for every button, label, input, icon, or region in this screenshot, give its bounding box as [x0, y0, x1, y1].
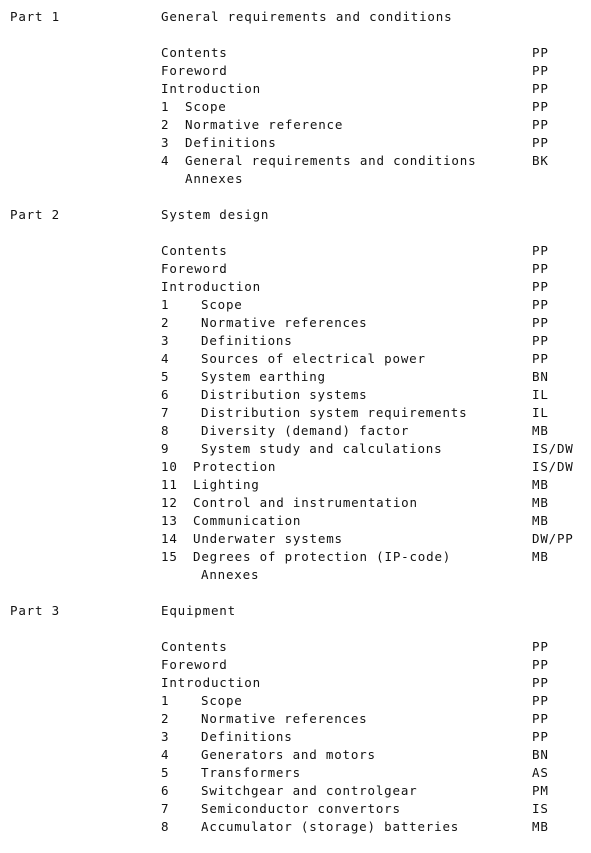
entry-title: Definitions	[201, 333, 293, 348]
entry-number: 12	[161, 495, 178, 510]
entry-title: Annexes	[201, 567, 260, 582]
entry-number: 14	[161, 531, 178, 546]
entry-code: PP	[532, 693, 549, 708]
entry-number: 4	[161, 153, 170, 168]
entry-code: MB	[532, 819, 549, 834]
part-title: System design	[161, 207, 270, 222]
entry-code: PP	[532, 117, 549, 132]
entry-number: 2	[161, 315, 170, 330]
entry-code: PP	[532, 99, 549, 114]
part-label: Part 2	[10, 207, 60, 222]
entry-title: Distribution systems	[201, 387, 368, 402]
entry-title: Normative references	[201, 315, 368, 330]
entry-code: PP	[532, 261, 549, 276]
entry-code: IL	[532, 387, 549, 402]
entry-code: PM	[532, 783, 549, 798]
part-title: Equipment	[161, 603, 236, 618]
entry-number: 13	[161, 513, 178, 528]
entry-title: Generators and motors	[201, 747, 376, 762]
entry-title: Definitions	[201, 729, 293, 744]
entry-code: MB	[532, 495, 549, 510]
entry-title: Foreword	[161, 657, 228, 672]
entry-number: 1	[161, 297, 170, 312]
entry-title: Control and instrumentation	[193, 495, 418, 510]
entry-number: 3	[161, 135, 170, 150]
entry-title: Transformers	[201, 765, 301, 780]
entry-number: 4	[161, 747, 170, 762]
entry-code: MB	[532, 423, 549, 438]
entry-title: Introduction	[161, 675, 261, 690]
entry-title: Accumulator (storage) batteries	[201, 819, 460, 834]
entry-number: 6	[161, 387, 170, 402]
entry-code: AS	[532, 765, 549, 780]
entry-code: PP	[532, 657, 549, 672]
entry-number: 5	[161, 369, 170, 384]
entry-code: PP	[532, 45, 549, 60]
entry-title: Scope	[201, 693, 243, 708]
entry-code: BN	[532, 369, 549, 384]
entry-title: Definitions	[185, 135, 277, 150]
part-title: General requirements and conditions	[161, 9, 453, 24]
entry-title: Normative references	[201, 711, 368, 726]
entry-title: Communication	[193, 513, 302, 528]
entry-title: Switchgear and controlgear	[201, 783, 418, 798]
entry-number: 8	[161, 423, 170, 438]
entry-number: 4	[161, 351, 170, 366]
entry-number: 2	[161, 117, 170, 132]
entry-number: 9	[161, 441, 170, 456]
entry-title: Normative reference	[185, 117, 344, 132]
entry-number: 10	[161, 459, 178, 474]
entry-number: 6	[161, 783, 170, 798]
entry-code: MB	[532, 513, 549, 528]
entry-code: PP	[532, 729, 549, 744]
entry-title: Scope	[201, 297, 243, 312]
entry-code: MB	[532, 477, 549, 492]
entry-title: Contents	[161, 243, 228, 258]
entry-title: Sources of electrical power	[201, 351, 426, 366]
entry-title: Distribution system requirements	[201, 405, 468, 420]
entry-code: PP	[532, 675, 549, 690]
entry-title: Lighting	[193, 477, 260, 492]
entry-title: Contents	[161, 45, 228, 60]
entry-code: PP	[532, 81, 549, 96]
entry-title: Protection	[193, 459, 277, 474]
entry-code: PP	[532, 63, 549, 78]
entry-number: 2	[161, 711, 170, 726]
entry-title: Underwater systems	[193, 531, 343, 546]
entry-code: DW/PP	[532, 531, 574, 546]
entry-number: 3	[161, 729, 170, 744]
entry-number: 1	[161, 693, 170, 708]
entry-title: Diversity (demand) factor	[201, 423, 410, 438]
entry-number: 15	[161, 549, 178, 564]
entry-code: PP	[532, 243, 549, 258]
entry-code: IS/DW	[532, 459, 574, 474]
entry-title: Semiconductor convertors	[201, 801, 401, 816]
entry-title: System earthing	[201, 369, 326, 384]
entry-code: IS	[532, 801, 549, 816]
entry-title: Contents	[161, 639, 228, 654]
entry-title: System study and calculations	[201, 441, 443, 456]
entry-code: PP	[532, 315, 549, 330]
entry-number: 11	[161, 477, 178, 492]
entry-title: Foreword	[161, 63, 228, 78]
entry-title: Degrees of protection (IP-code)	[193, 549, 452, 564]
entry-title: Annexes	[185, 171, 244, 186]
entry-title: General requirements and conditions	[185, 153, 477, 168]
entry-number: 7	[161, 801, 170, 816]
entry-title: Introduction	[161, 279, 261, 294]
entry-title: Scope	[185, 99, 227, 114]
entry-code: PP	[532, 333, 549, 348]
entry-code: PP	[532, 639, 549, 654]
entry-code: MB	[532, 549, 549, 564]
entry-code: IL	[532, 405, 549, 420]
entry-code: PP	[532, 135, 549, 150]
part-label: Part 3	[10, 603, 60, 618]
entry-code: IS/DW	[532, 441, 574, 456]
entry-code: PP	[532, 351, 549, 366]
entry-number: 8	[161, 819, 170, 834]
entry-title: Introduction	[161, 81, 261, 96]
entry-code: PP	[532, 279, 549, 294]
entry-number: 3	[161, 333, 170, 348]
entry-title: Foreword	[161, 261, 228, 276]
entry-code: PP	[532, 711, 549, 726]
part-label: Part 1	[10, 9, 60, 24]
entry-number: 5	[161, 765, 170, 780]
entry-code: BK	[532, 153, 549, 168]
entry-number: 1	[161, 99, 170, 114]
entry-code: PP	[532, 297, 549, 312]
entry-number: 7	[161, 405, 170, 420]
entry-code: BN	[532, 747, 549, 762]
